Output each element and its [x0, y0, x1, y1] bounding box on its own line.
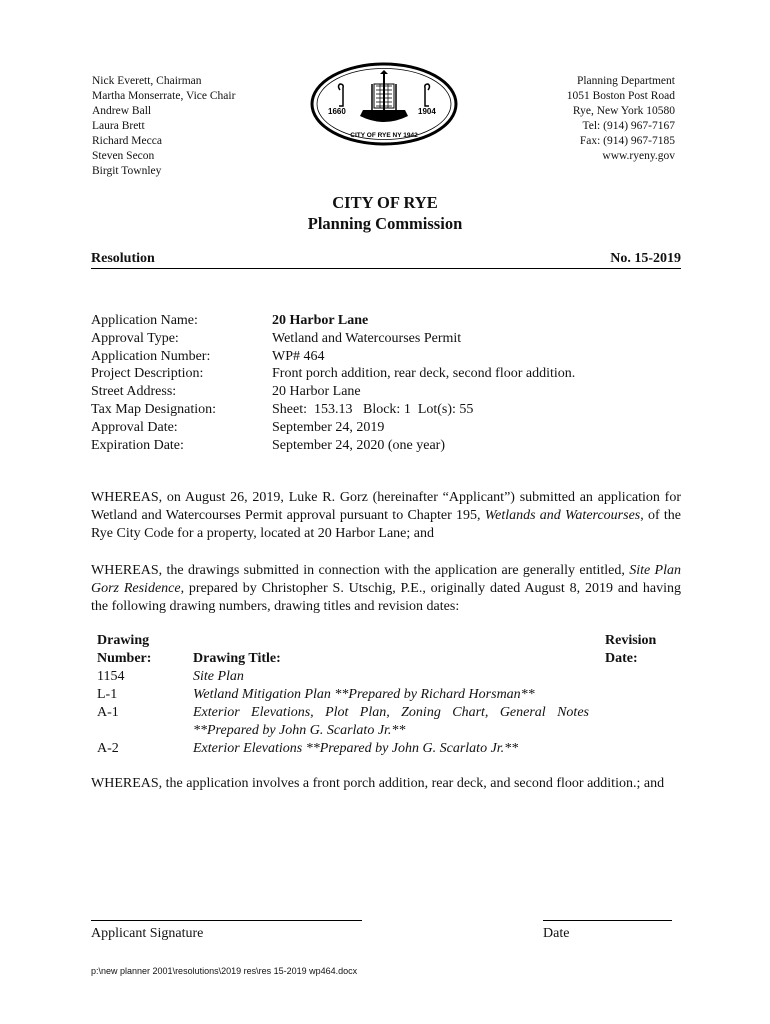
field-value: Wetland and Watercourses Permit [272, 330, 462, 346]
application-number-row [91, 348, 575, 366]
board-member: Richard Mecca [92, 135, 162, 147]
field-label: Expiration Date: [91, 437, 184, 453]
whereas-italic: Site Plan Gorz Residence [91, 563, 681, 596]
field-value: September 24, 2020 (one year) [272, 437, 445, 453]
whereas-paragraph-1 [91, 489, 681, 543]
project-description-row [91, 365, 575, 383]
approval-type-row [91, 330, 575, 348]
contact-line: Fax: (914) 967-7185 [579, 135, 675, 147]
field-label: Application Name: [91, 313, 198, 328]
header-drawing-title: Drawing Title: [193, 651, 281, 666]
field-label: Street Address: [91, 384, 177, 400]
drawing-title: Wetland Mitigation Plan **Prepared by Richard Horsman** [193, 687, 535, 702]
document-title-commission: Planning Commission [307, 214, 463, 233]
field-value: WP# 464 [272, 348, 325, 364]
contact-line: Rye, New York 10580 [572, 105, 675, 117]
field-value: 20 Harbor Lane [272, 313, 369, 328]
whereas-text: WHEREAS, on August 26, 2019, Luke R. Gorz (hereinafter “Applicant”) submitted an application for Wetland and Watercourses Permit approval pursuant to Chapter 195, [91, 490, 681, 523]
drawing-number: 1154 [97, 669, 125, 684]
contact-line: Tel: (914) 967-7167 [582, 120, 675, 132]
file-path-footer: p:\new planner 2001\resolutions\2019 res\res 15-2019 wp464.docx [91, 966, 358, 976]
date-signature-line[interactable] [543, 920, 672, 921]
field-value: September 24, 2019 [272, 419, 385, 435]
city-seal-logo [310, 62, 458, 146]
planning-department-contact [567, 74, 675, 164]
contact-line: Planning Department [576, 75, 675, 87]
field-label: Project Description: [91, 366, 204, 382]
board-member: Andrew Ball [92, 105, 152, 117]
drawing-title: Exterior Elevations **Prepared by John G. Scarlato Jr.** [193, 741, 519, 756]
header-number: Number: [97, 651, 152, 666]
resolution-number: No. 15-2019 [610, 251, 681, 266]
board-member: Nick Everett, Chairman [92, 75, 202, 87]
document-title-city: CITY OF RYE [332, 193, 438, 212]
field-label: Approval Date: [91, 419, 178, 435]
expiration-date-row [91, 437, 575, 455]
drawing-number: A-2 [97, 741, 119, 756]
seal-caption: CITY OF RYE NY 1942 [350, 132, 418, 139]
field-label: Tax Map Designation: [91, 401, 216, 417]
drawing-title: Site Plan [193, 669, 244, 684]
resolution-header [91, 251, 681, 269]
header-drawing: Drawing [97, 633, 150, 648]
street-address-row [91, 383, 575, 401]
field-value: Sheet: 153.13 Block: 1 Lot(s): 55 [272, 401, 474, 417]
contact-line: 1051 Boston Post Road [566, 90, 675, 102]
whereas-paragraph-2 [91, 562, 681, 616]
whereas-italic: Wetlands and Watercourses [484, 508, 641, 523]
drawing-number: A-1 [97, 705, 119, 720]
contact-website-link[interactable]: www.ryeny.gov [602, 150, 675, 162]
header-revision: Revision [605, 633, 657, 648]
whereas-tail: , of the Rye City Code for a property, located at 20 Harbor Lane; and [91, 508, 682, 541]
whereas-tail: , prepared by Christopher S. Utschig, P.E., originally dated August 8, 2019 and having the following drawing numbers, drawing titles and revision dates: [91, 581, 681, 614]
whereas-text: WHEREAS, the drawings submitted in connection with the application are generally entitled, [91, 563, 630, 578]
field-value: 20 Harbor Lane [272, 384, 361, 400]
board-member: Birgit Townley [92, 165, 162, 177]
applicant-signature-label: Applicant Signature [91, 926, 204, 941]
field-label: Approval Type: [91, 330, 179, 346]
tax-map-row [91, 401, 575, 419]
board-member: Martha Monserrate, Vice Chair [92, 90, 236, 102]
drawing-title: Exterior Elevations, Plot Plan, Zoning Chart, General Notes **Prepared by John G. Scarlato Jr.** [193, 705, 589, 738]
drawing-number: L-1 [97, 687, 118, 702]
application-details [91, 312, 575, 454]
applicant-signature-line[interactable] [91, 920, 362, 921]
board-member: Steven Secon [92, 150, 155, 162]
approval-date-row [91, 419, 575, 437]
field-label: Application Number: [91, 348, 211, 364]
board-members-list [92, 74, 235, 179]
application-name-row [91, 312, 575, 330]
field-value: Front porch addition, rear deck, second floor addition. [272, 366, 576, 382]
seal-year-left: 1660 [328, 107, 346, 116]
resolution-label: Resolution [91, 251, 155, 266]
board-member: Laura Brett [92, 120, 145, 132]
date-label: Date [543, 926, 570, 941]
seal-year-right: 1904 [418, 107, 436, 116]
header-date: Date: [605, 651, 638, 666]
whereas-paragraph-3: WHEREAS, the application involves a front porch addition, rear deck, and second floor addition.; and [91, 776, 665, 791]
